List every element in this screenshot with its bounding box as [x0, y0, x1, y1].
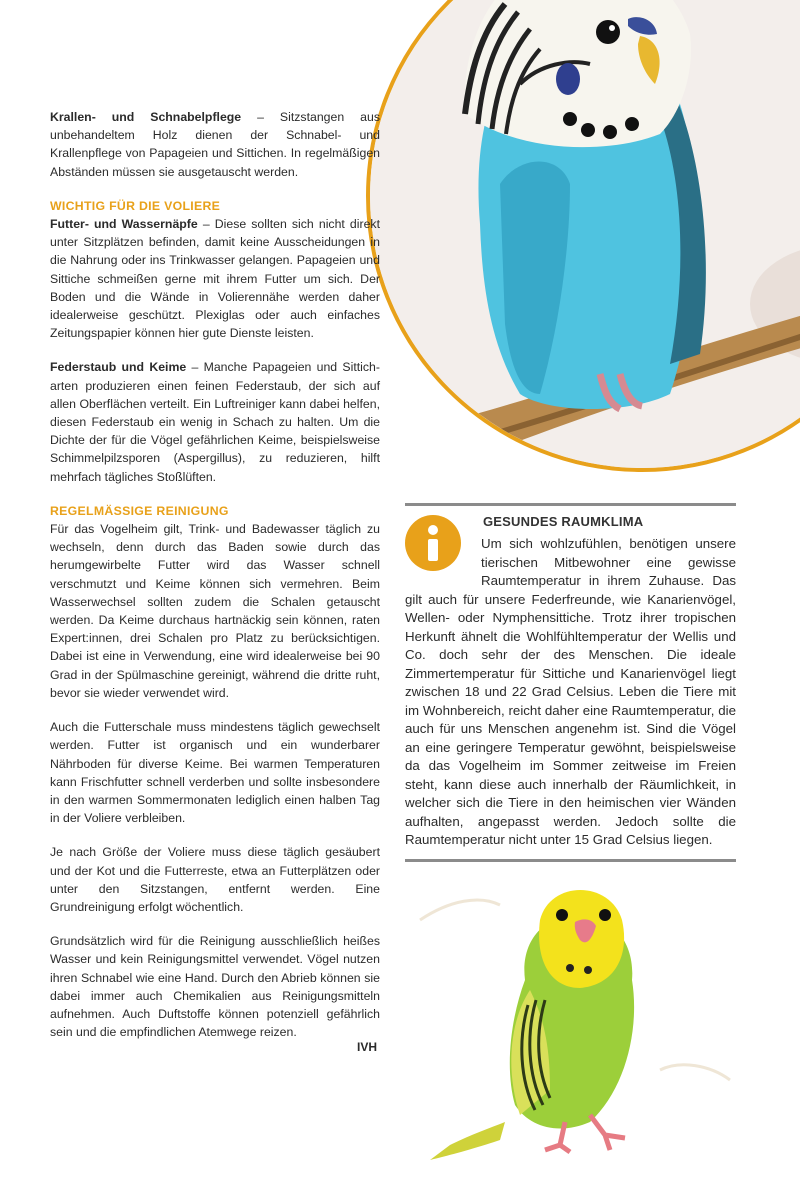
- info-title: GESUNDES RAUMKLIMA: [483, 514, 644, 529]
- paragraph-reinigung-1: Für das Vogelheim gilt, Trink- und Badewasser täglich zu wechseln, denn durch das Baden sowie durch das herumgewirbelte Futter wird das Wasser schnell verschmutzt und Keime können sich vermehren. Beim Wasserwechsel sollten zudem die Schalen getauscht werden. Da Keime durchaus hartnäckig sein können, raten Expert:innen, drei Schalen pro Platz zu berücksichtigen. Dabei ist eine in Verwendung, eine wird idealerweise bei 90 Grad in der Spülmaschine gereinigt, während die dritte ruht, bevor sie wieder verwendet wird.: [50, 522, 380, 700]
- source-tag: IVH: [357, 1040, 378, 1054]
- term-futter: Futter- und Wassernäpfe: [50, 217, 198, 232]
- paragraph-krallen: [50, 108, 380, 181]
- text-federstaub: – Manche Papageien und Sitticharten produzieren einen feinen Federstaub, der sich auf allen Oberflächen verteilt. Ein Luftreiniger kann dabei helfen, diesen Federstaub ein wenig in Schach zu halten. Um die Dichte der für die Vögel gefährlichen Keime, beispielsweise Schimmelpilzsporen (Aspergillus), zu reduzieren, hilft mehrfach tägliches Stoßlüften.: [50, 360, 380, 484]
- info-box-raumklima: [405, 503, 736, 862]
- term-federstaub: Federstaub und Keime: [50, 360, 187, 375]
- paragraph-reinigung-3: Je nach Größe der Voliere muss diese täglich gesäubert und der Kot und die Futterreste, etwa an Futterplätzen oder unter den Sitzstangen, entfernt werden. Eine Grundreinigung erfolgt wöchentlich.: [50, 845, 380, 914]
- info-text: Um sich wohlzufühlen, benötigen unsere tierischen Mitbewohner eine gewisse Raumtemperatur in ihrem Zuhause. Das gilt auch für unsere Federfreunde, wie Kanarienvögel, Wellen- oder Nymphensittiche. Trotz ihrer tropischen Herkunft ähnelt die Wohlfühltemperatur der Wellis und Co. doch sehr der des Menschen. Die ideale Zimmertemperatur für Sittiche und Kanarienvögel liegt zwischen 18 und 22 Grad Celsius. Leben die Tiere mit im Wohnbereich, reicht daher eine Raumtemperatur, die auch für uns Menschen angenehm ist. Sind die Vögel an eine geringere Temperatur gewöhnt, beispielsweise da das Vogelheim im Sommer zeitweise im Freien steht, kann diese auch innerhalb der Räumlichkeit, in welcher sich die Tiere in den heimischen vier Wänden aufhalten, angepasst werden. Jedoch sollte die Raumtemperatur nicht unter 15 Grad Celsius liegen.: [405, 536, 736, 847]
- paragraph-reinigung-4: Grundsätzlich wird für die Reinigung ausschließlich heißes Wasser und kein Reinigungsmittel verwendet. Vögel nutzen ihren Schnabel wie eine Hand. Durch den Abrieb können sie dabei immer auch Chemikalien aus Reinigungsmitteln aufnehmen. Auch Duftstoffe können potenziell gefährlich sein und die empfindlichen Atemwege reizen.: [50, 934, 380, 1040]
- info-icon: [405, 515, 461, 571]
- photo-blue-budgie: [366, 0, 800, 472]
- heading-regelmaessige-reinigung: REGELMÄSSIGE REINIGUNG: [50, 503, 229, 518]
- left-column: [50, 108, 380, 1057]
- heading-wichtig-voliere: WICHTIG FÜR DIE VOLIERE: [50, 198, 221, 213]
- term-krallen: Krallen- und Schnabelpflege: [50, 110, 242, 124]
- paragraph-futter: [50, 215, 380, 342]
- paragraph-reinigung-2: Auch die Futterschale muss mindestens täglich gewechselt werden. Futter ist organisch und ein wunderbarer Nährboden für diverse Keime. Bei warmen Temperaturen kann Frischfutter schnell verderben und sollte insbesondere in den warmen Sommermonaten lediglich einen halben Tag in der Voliere verbleiben.: [50, 720, 380, 826]
- photo-yellow-green-budgie: [410, 860, 740, 1160]
- paragraph-federstaub: [50, 358, 380, 485]
- text-krallen: – Sitzstangen aus unbehandeltem Holz dienen der Schnabel- und Krallenpflege von Papageien und Sittichen. In regelmäßigen Abständen müssen sie ausgetauscht werden.: [50, 110, 380, 179]
- text-futter: – Diese sollten sich nicht direkt unter Sitzplätzen befinden, damit keine Ausscheidungen in die Nahrung oder ins Trinkwasser gelangen. Papageien und Sittiche schmeißen gerne mit ihrem Futter um sich. Der Boden und die Wände in Volierennähe werden daher idealerweise geschützt. Plexiglas oder auch einfaches Zeitungspapier können hier gute Dienste leisten.: [50, 217, 380, 341]
